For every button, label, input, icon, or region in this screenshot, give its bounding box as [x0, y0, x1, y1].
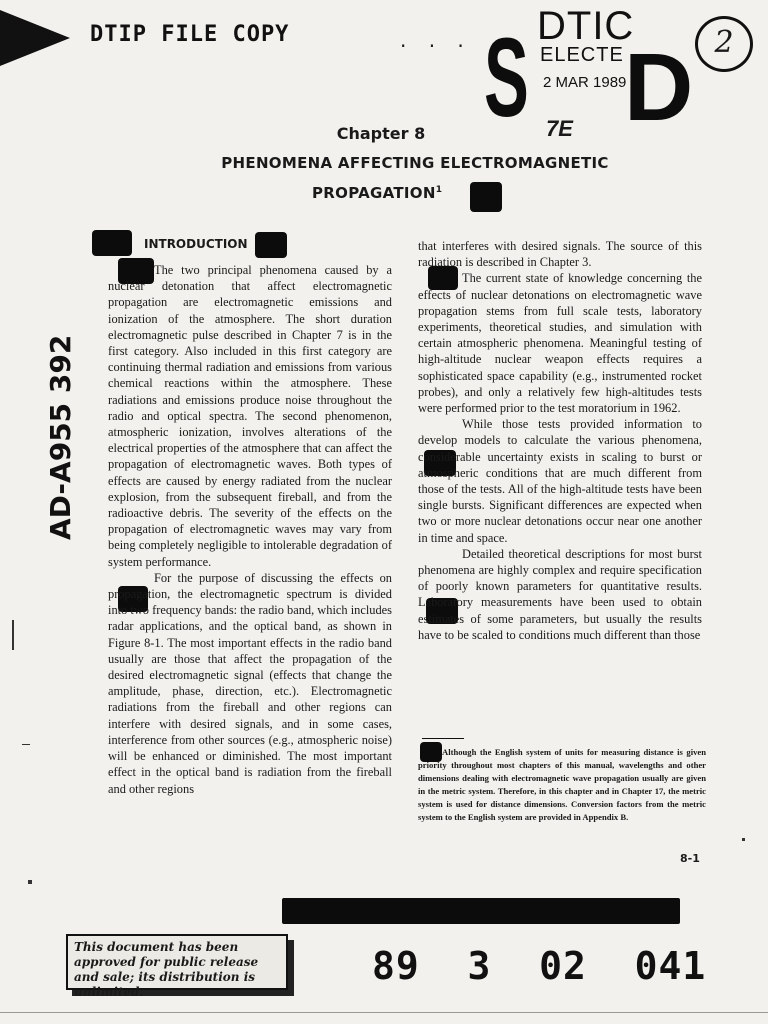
- intro-paragraph-1: The two principal phenomena caused by a nuclear detonation that affect electromagnetic propagation are electromagnetic emissions and ionization of the atmosphere. The short duration electromagnetic pulse described in Chapter 7 is in the first category. Also included in this first category are continuing thermal radiation and emissions from various chemical reactions within the atmosphere. These radiations and emissions produce noise throughout the radio and optical spectra. The second phenomenon, atmospheric ionization, involves alterations of the electrical properties of the atmosphere that can affect the propagation of electromagnetic waves. Both types of effects are caused by energy radiated from the nuclear explosion, from the subsequent fireball, and from the radioactive debris. The severity of the effects on the propagation of electromagnetic waves may vary from being completely negligible to intolerable degradation of system performance.: [108, 263, 392, 569]
- accession-number: 89 3 02 041: [372, 944, 707, 988]
- stamp-date: 2 MAR 1989: [543, 74, 627, 91]
- intro-paragraph-2: For the purpose of discussing the effects on propagation, the electromagnetic spectrum is divided into two frequency bands: the radio band, which includes radar applications, and the optical band, as shown in Figure 8-1. The most important effects in the radio band usually are those that affect the propagation of the desired electromagnetic signal (effects that change the amplitude, phase, direction, etc.). Electromagnetic radiations from the fireball and other regions can interfere with desired signals, and in some cases, interference from other sources (e.g., atmospheric noise) will be enhanced or diminished. The most important effect in the optical band is radiation from the fireball and other regions: [108, 570, 392, 796]
- tests-paragraph: While those tests provided information to develop models to calculate the various phenomena, considerable uncertainty exists in scaling to burst or atmospheric conditions that are much different from those of the tests. All of the high-altitude tests have been single bursts. Significant differences are expected when two or more nuclear detonations occur near one another in time and space.: [418, 417, 702, 545]
- electe-label: ELECTE: [540, 44, 624, 66]
- footnote-text: Although the English system of units for measuring distance is given priority throughout most chapters of this manual, wavelengths and other dimensions dealing with electromagnetic wave propagation usually are given in the metric system. Therefore, in this chapter and in Chapter 17, the metric system is used for distance dimensions. Conversion factors from the metric system to the English system are provided in Appendix B.: [418, 747, 706, 822]
- left-column: [108, 262, 392, 797]
- dtic-s-letter: S: [484, 15, 529, 140]
- chapter-title-line2: [312, 184, 442, 202]
- redaction-mark: [470, 182, 502, 212]
- section-heading: INTRODUCTION: [144, 237, 248, 251]
- right-column: [418, 238, 702, 643]
- side-document-identifier: AD-A955 392: [44, 334, 77, 540]
- redaction-bar: [282, 898, 680, 924]
- handwritten-mark: 7E: [546, 116, 573, 141]
- margin-tick: [12, 620, 14, 650]
- chapter-title-line1: PHENOMENA AFFECTING ELECTROMAGNETIC: [221, 154, 609, 172]
- margin-dot: [28, 880, 32, 884]
- dtic-logo: DTIC: [537, 4, 635, 48]
- release-stamp: This document has been approved for public release and sale; its distribution is unlimited.: [66, 934, 288, 990]
- margin-tick: [22, 744, 30, 745]
- chapter-label: Chapter 8: [336, 124, 426, 143]
- page-number: 8-1: [680, 852, 700, 865]
- chapter-title-text: PROPAGATION: [312, 184, 436, 202]
- footnote: [418, 746, 706, 823]
- knowledge-paragraph: The current state of knowledge concerning the effects of nuclear detonations on electromagnetic wave propagation stems from full scale tests, laboratory experiments, theoretical studies, and simulation with certain atmospheric phenomena. Meaningful testing of high-altitude nuclear weapon effects requires a sophisticated space capability (e.g., instrumented rocket probes), and only a relatively few high-altitudes tests were performed prior to the test moratorium in 1962.: [418, 271, 702, 416]
- continuation-paragraph: that interferes with desired signals. The source of this radiation is described in Chapter 3.: [418, 239, 702, 270]
- file-copy-label: DTIP FILE COPY: [90, 22, 290, 47]
- redaction-mark: [255, 232, 287, 258]
- margin-dot: [742, 838, 745, 841]
- footnote-marker: 1: [435, 185, 443, 195]
- redaction-mark: [92, 230, 132, 256]
- footnote-rule: [422, 738, 464, 739]
- theory-paragraph: Detailed theoretical descriptions for most burst phenomena are highly complex and require specification of poorly known parameters for quantitative results. Laboratory measurements have been used to obtain estimates of some parameters, but usually the results have to be scaled to conditions much different than those: [418, 546, 702, 642]
- margin-tick: [0, 1012, 768, 1013]
- circled-number: 2: [695, 16, 753, 72]
- corner-registration-mark: [0, 10, 70, 66]
- dtic-d-letter: D: [624, 34, 694, 141]
- header-dots: · · ·: [400, 34, 472, 58]
